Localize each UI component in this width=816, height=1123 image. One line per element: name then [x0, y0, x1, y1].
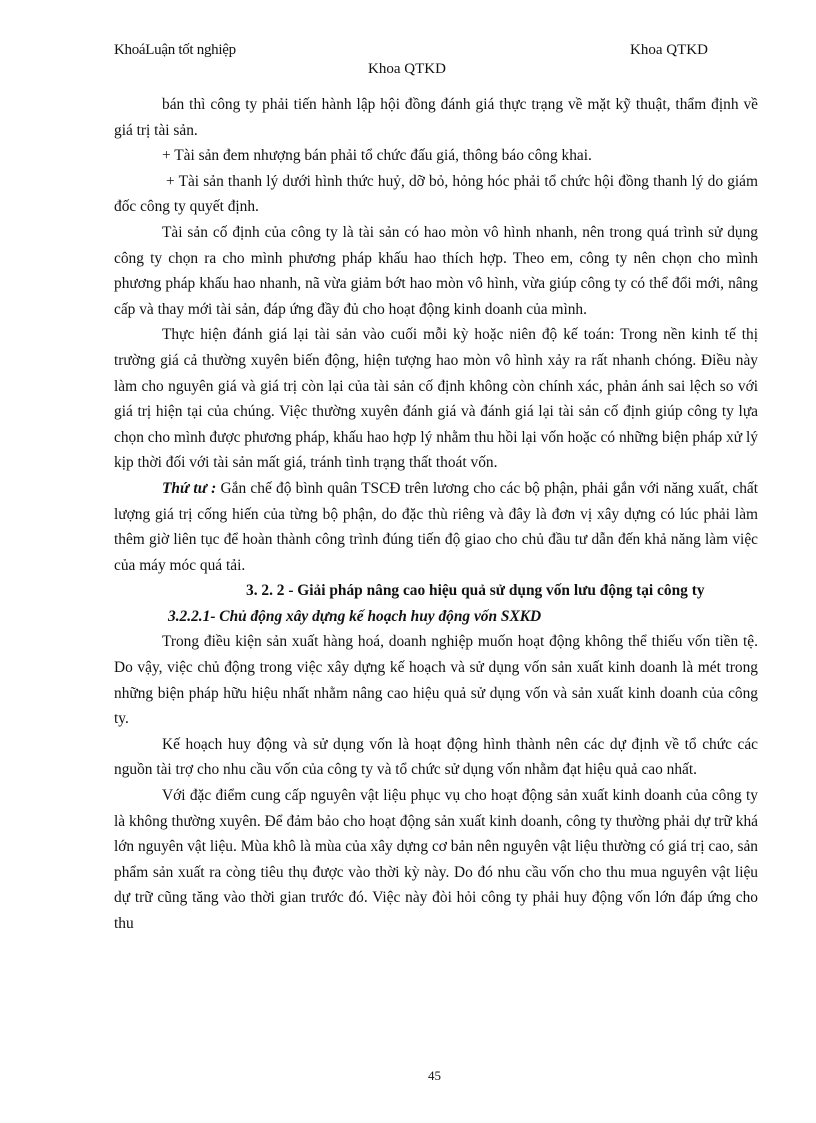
section-heading-3-2-2: 3. 2. 2 - Giải pháp nâng cao hiệu quả sử dụng vốn lưu động tại công ty	[246, 582, 705, 600]
subsection-heading-3-2-2-1: 3.2.2.1- Chủ động xây dựng kế hoạch huy động vốn SXKD	[168, 607, 542, 625]
paragraph-4: Tài sản cố định của công ty là tài sản có hao mòn vô hình nhanh, nên trong quá trình sử dụng công ty chọn ra cho mình phương pháp khấu hao thích hợp. Theo em, công ty nên chọn cho mình phương pháp khấu hao nhanh, nã vừa giảm bớt hao mòn vô hình, vừa giúp công ty có thể đổi mới, nâng cấp và thay mới tài sản, đáp ứng đầy đủ cho hoạt động kinh doanh của mình.	[114, 223, 758, 318]
paragraph-1: bán thì công ty phải tiến hành lập hội đồng đánh giá thực trạng về mặt kỹ thuật, thẩm định về giá trị tài sản.	[114, 96, 758, 139]
header-left-title: KhoáLuận tốt nghiệp	[114, 42, 236, 58]
paragraph-8: Kế hoạch huy động và sử dụng vốn là hoạt động hình thành nên các dự định về tổ chức các nguồn tài trợ cho nhu cầu vốn của công ty và tổ chức sử dụng vốn nhằm đạt hiệu quả cao nhất.	[114, 735, 758, 779]
header-right-title: Khoa QTKD	[630, 42, 708, 58]
paragraph-2: + Tài sản đem nhượng bán phải tổ chức đấu giá, thông báo công khai.	[162, 147, 592, 165]
paragraph-9: Với đặc điểm cung cấp nguyên vật liệu phục vụ cho hoạt động sản xuất kinh doanh của công ty là không thường xuyên. Để đảm bảo cho hoạt động sản xuất kinh doanh, công ty thường phải dự trữ khá lớn nguyên vật liệu. Mùa khô là mùa của xây dựng cơ bản nên nguyên vật liệu thường có giá trị cao, sản phẩm sản xuất ra còng tiêu thụ được vào thời kỳ này. Do đó nhu cầu vốn cho thu mua nguyên vật liệu dự trữ cũng tăng vào thời gian trước đó. Việc này đòi hỏi công ty phải huy động vốn lớn đáp ứng cho thu	[114, 787, 758, 932]
paragraph-7: Trong điều kiện sản xuất hàng hoá, doanh nghiệp muốn hoạt động không thể thiếu vốn tiền tệ. Do vậy, việc chủ động trong việc xây dựng kế hoạch và sử dụng vốn sản xuất kinh doanh là mét trong những biện pháp hữu hiệu nhất nhằm nâng cao hiệu quả sử dụng vốn và sản xuất kinh doanh của công ty.	[114, 633, 758, 728]
paragraph-5: Thực hiện đánh giá lại tài sản vào cuối mỗi kỳ hoặc niên độ kế toán: Trong nền kinh tế thị trường giá cả thường xuyên biến động, hiện tượng hao mòn vô hình xảy ra rất nhanh chóng. Điều này làm cho nguyên giá và giá trị còn lại của tài sản cố định không còn chính xác, phản ánh sai lệch so với giá trị hiện tại của chúng. Việc thường xuyên đánh giá và đánh giá lại tài sản cố định giúp công ty lựa chọn cho mình được phương pháp, khấu hao hợp lý nhằm thu hồi lại vốn hoặc có những biện pháp xử lý kịp thời đối với tài sản mất giá, tránh tình trạng thất thoát vốn.	[114, 326, 758, 472]
paragraph-6	[114, 476, 758, 578]
header-center-title: Khoa QTKD	[368, 61, 446, 77]
page-number: 45	[428, 1068, 441, 1083]
paragraph-6-text: Gắn chế độ bình quân TSCĐ trên lương cho các bộ phận, phải gắn với năng xuất, chất lượng giá trị cống hiến của từng bộ phận, do đặc thù riêng và đây là đơn vị xây dựng có lúc phải làm thêm giờ liên tục để hoàn thành công trình đúng tiến độ giao cho chủ đầu tư dẫn đến khả năng làm việc của máy móc quá tải.	[114, 479, 759, 574]
document-body	[114, 92, 758, 937]
paragraph-3: + Tài sản thanh lý dưới hình thức huỷ, dỡ bỏ, hỏng hóc phải tổ chức hội đồng thanh lý do giám đốc công ty quyết định.	[114, 172, 758, 216]
lead-term: Thứ tư :	[162, 479, 217, 497]
